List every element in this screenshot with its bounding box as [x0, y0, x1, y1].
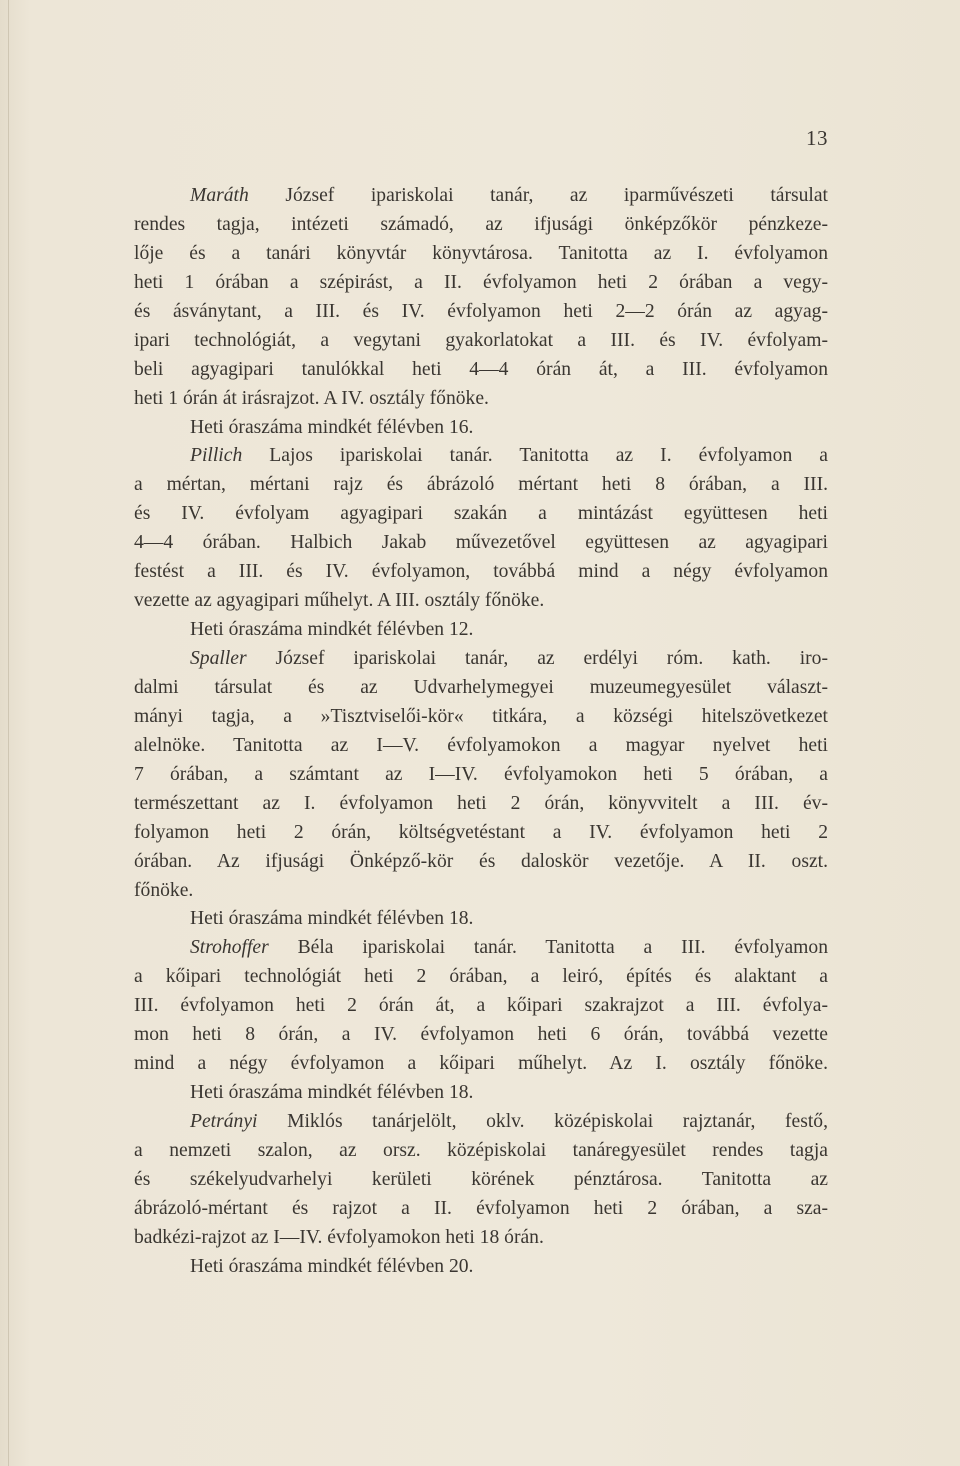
- text-line: [134, 414, 828, 443]
- text-line: [134, 558, 828, 587]
- text-line: [134, 848, 828, 877]
- text-line: [134, 211, 828, 240]
- person-name: Maráth: [190, 185, 249, 206]
- text-line: [134, 182, 828, 211]
- line-text: természettant az I. évfolyamon heti 2 órán, könyvvitelt a III. év-: [134, 792, 828, 814]
- line-text: órában. Az ifjusági Önképző-kör és daloskör vezetője. A II. oszt.: [134, 850, 828, 872]
- text-line: [134, 529, 828, 558]
- line-text: mon heti 8 órán, a IV. évfolyamon heti 6 órán, továbbá vezette: [134, 1024, 828, 1046]
- text-line: [134, 1166, 828, 1195]
- line-text: ábrázoló-mértant és rajzot a II. évfolyamon heti 2 órában, a sza-: [134, 1197, 828, 1219]
- text-line: [134, 732, 828, 761]
- text-line: [134, 442, 828, 471]
- line-text: mind a négy évfolyamon a kőipari műhelyt. Az I. osztály főnöke.: [134, 1053, 828, 1075]
- line-text: a kőipari technológiát heti 2 órában, a leiró, építés és alaktant a: [134, 966, 828, 988]
- person-name: Pillich: [190, 445, 243, 467]
- line-text: 7 órában, a számtant az I—IV. évfolyamokon heti 5 órában, a: [134, 763, 828, 785]
- line-text: a mértan, mértani rajz és ábrázoló mértant heti 8 órában, a III.: [134, 474, 828, 496]
- line-text: és székelyudvarhelyi kerületi körének pénztárosa. Tanitotta az: [134, 1168, 828, 1190]
- page-body-text: [134, 182, 828, 1282]
- line-text: mányi tagja, a »Tisztviselői-kör« titkára, a községi hitelszövetkezet: [134, 705, 828, 727]
- line-text: Heti óraszáma mindkét félévben 18.: [190, 1082, 474, 1104]
- text-line: [134, 963, 828, 992]
- text-line: [134, 1108, 828, 1137]
- text-line: [134, 1224, 828, 1253]
- person-name: Strohoffer: [190, 937, 269, 959]
- text-line: [134, 616, 828, 645]
- line-text: beli agyagipari tanulókkal heti 4—4 órán át, a III. évfolyamon: [134, 358, 828, 380]
- line-text: ipari technológiát, a vegytani gyakorlatokat a III. és IV. évfolyam-: [134, 329, 828, 351]
- text-line: [134, 240, 828, 269]
- line-text: Heti óraszáma mindkét félévben 16.: [190, 416, 474, 438]
- text-line: [134, 703, 828, 732]
- line-text: lője és a tanári könyvtár könyvtárosa. Tanitotta az I. évfolyamon: [134, 242, 828, 264]
- line-text: heti 1 órában a szépirást, a II. évfolyamon heti 2 órában a vegy-: [134, 271, 828, 293]
- text-line: [134, 298, 828, 327]
- line-text: és IV. évfolyam agyagipari szakán a mintázást együttesen heti: [134, 503, 828, 525]
- person-name: Spaller: [190, 648, 247, 669]
- text-line: [134, 934, 828, 963]
- page-binding-edge: [8, 0, 9, 1466]
- text-line: [134, 992, 828, 1021]
- text-line: [134, 761, 828, 790]
- text-line: [134, 500, 828, 529]
- text-line: [134, 905, 828, 934]
- line-text: heti 1 órán át irásrajzot. A IV. osztály főnöke.: [134, 387, 489, 409]
- line-text: 4—4 órában. Halbich Jakab művezetővel együttesen az agyagipari: [134, 532, 828, 554]
- text-line: [134, 471, 828, 500]
- line-text: és ásványtant, a III. és IV. évfolyamon heti 2—2 órán az agyag-: [134, 300, 828, 322]
- text-line: [134, 587, 828, 616]
- text-line: [134, 645, 828, 674]
- text-line: [134, 1021, 828, 1050]
- text-line: [134, 1253, 828, 1282]
- line-text: Miklós tanárjelölt, oklv. középiskolai rajztanár, festő,: [257, 1111, 828, 1132]
- line-text: József ipariskolai tanár, az erdélyi róm. kath. iro-: [246, 648, 828, 669]
- line-text: József ipariskolai tanár, az iparművészeti társulat: [248, 185, 828, 206]
- text-line: [134, 790, 828, 819]
- page-number: 13: [806, 126, 828, 150]
- line-text: badkézi-rajzot az I—IV. évfolyamokon heti 18 órán.: [134, 1226, 544, 1248]
- text-line: [134, 327, 828, 356]
- line-text: vezette az agyagipari műhelyt. A III. osztály főnöke.: [134, 590, 545, 612]
- line-text: Lajos ipariskolai tanár. Tanitotta az I. évfolyamon a: [242, 445, 828, 467]
- line-text: a nemzeti szalon, az orsz. középiskolai tanáregyesület rendes tagja: [134, 1139, 828, 1161]
- line-text: Béla ipariskolai tanár. Tanitotta a III. évfolyamon: [268, 937, 828, 959]
- text-line: [134, 356, 828, 385]
- line-text: III. évfolyamon heti 2 órán át, a kőipari szakrajzot a III. évfolya-: [134, 995, 828, 1017]
- line-text: folyamon heti 2 órán, költségvetéstant a IV. évfolyamon heti 2: [134, 821, 828, 843]
- text-line: [134, 269, 828, 298]
- text-line: [134, 674, 828, 703]
- line-text: rendes tagja, intézeti számadó, az ifjusági önképzőkör pénzkeze-: [134, 213, 828, 235]
- text-line: [134, 385, 828, 414]
- person-name: Petrányi: [190, 1111, 258, 1132]
- text-line: [134, 1050, 828, 1079]
- line-text: festést a III. és IV. évfolyamon, továbbá mind a négy évfolyamon: [134, 561, 828, 583]
- text-line: [134, 819, 828, 848]
- line-text: Heti óraszáma mindkét félévben 12.: [190, 619, 474, 641]
- line-text: főnöke.: [134, 879, 194, 901]
- line-text: Heti óraszáma mindkét félévben 20.: [190, 1255, 474, 1277]
- text-line: [134, 1195, 828, 1224]
- text-line: [134, 877, 828, 906]
- line-text: alelnöke. Tanitotta az I—V. évfolyamokon a magyar nyelvet heti: [134, 734, 828, 756]
- line-text: dalmi társulat és az Udvarhelymegyei muzeumegyesület választ-: [134, 676, 828, 698]
- line-text: Heti óraszáma mindkét félévben 18.: [190, 908, 474, 930]
- text-line: [134, 1079, 828, 1108]
- text-line: [134, 1137, 828, 1166]
